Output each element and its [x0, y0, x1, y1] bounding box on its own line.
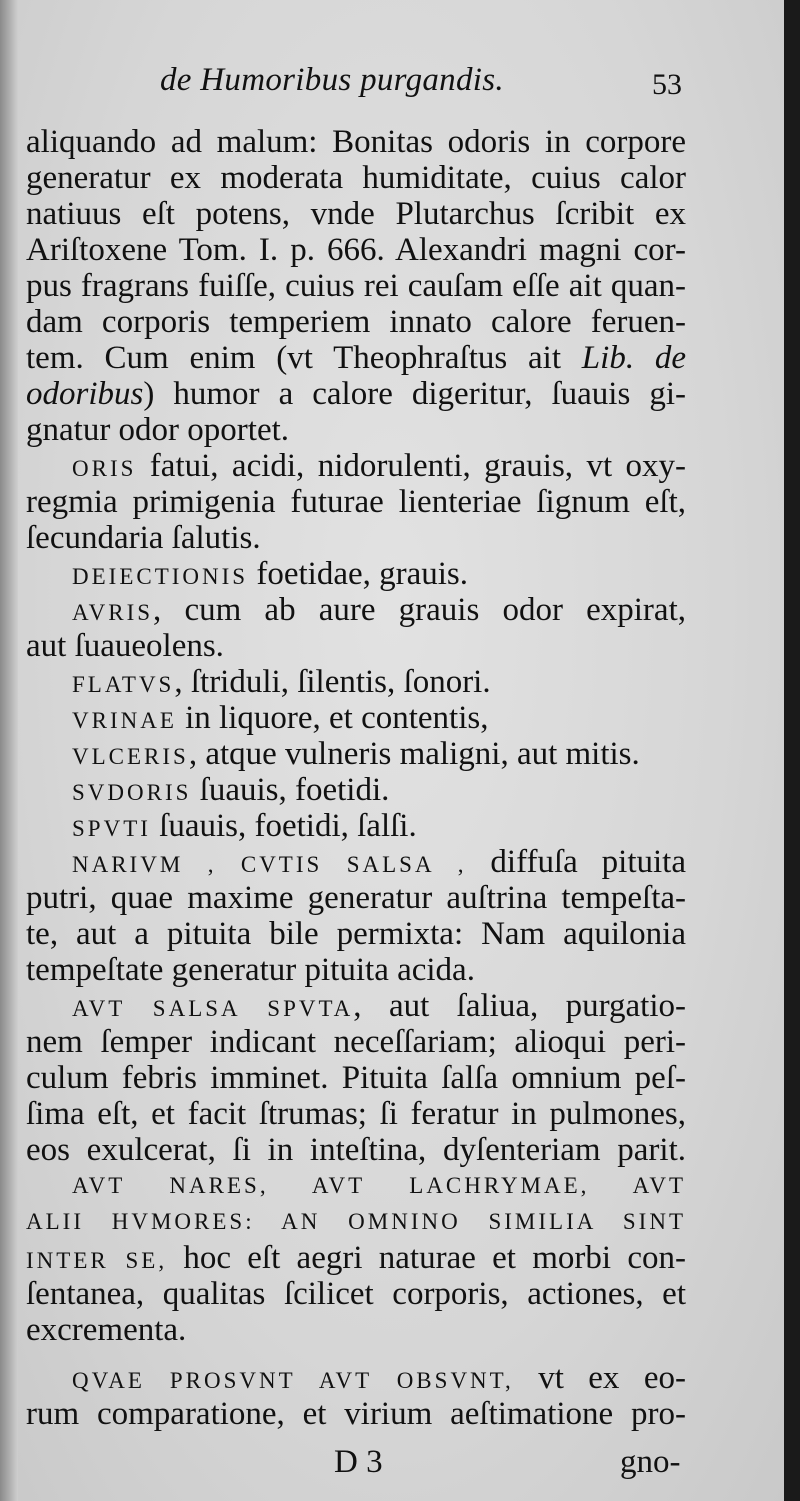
text-segment: ſuauis, foetidi. — [191, 772, 390, 808]
text-segment: diffuſa pituita — [466, 844, 686, 880]
page-footer — [0, 1444, 784, 1484]
text-line: ſima eſt, et facit ſtrumas; ſi feratur in pulmones, — [26, 1096, 686, 1132]
text-segment: , atque vulneris maligni, aut mitis. — [188, 736, 640, 772]
entry-aut-nares: AVT NARES, AVT LACHRYMAE, AVT — [72, 1173, 686, 1198]
text-segment: , ſtriduli, ſilentis, ſonori. — [174, 664, 491, 700]
text-segment: vt ex eo- — [513, 1360, 686, 1396]
entry-heading: NARIVM , CVTIS SALSA , — [72, 852, 467, 877]
entry-heading: ORIS — [72, 456, 137, 481]
text-line: culum febris imminet. Pituita ſalſa omnium peſ- — [26, 1060, 686, 1096]
entry-heading: AVRIS — [72, 600, 154, 625]
text-segment: fatui, acidi, nidorulenti, grauis, vt oxy- — [136, 448, 686, 484]
text-line: dam corporis temperiem innato calore feruen- — [26, 304, 686, 340]
entry-heading: SPVTI — [72, 816, 151, 841]
entry-heading: QVAE PROSVNT AVT OBSVNT, — [72, 1368, 514, 1393]
citation-italic: Lib. de — [581, 340, 687, 376]
entry-deiectionis — [26, 556, 686, 592]
citation-italic: odoribus — [26, 376, 144, 412]
entry-heading: AVT SALSA SPVTA — [72, 996, 354, 1021]
entry-narium — [26, 844, 686, 880]
entry-sputi — [26, 808, 686, 844]
entry-heading: DEIECTIONIS — [72, 564, 249, 589]
text-line: pus fragrans fuiſſe, cuius rei cauſam eſſe ait quan- — [26, 268, 686, 304]
text-segment: , aut ſaliua, purgatio- — [353, 988, 686, 1024]
entry-aut-salsa-sputa — [26, 988, 686, 1024]
entry-ulceris — [26, 736, 686, 772]
text-line: gnatur odor oportet. — [26, 412, 290, 448]
entry-heading: VRINAE — [72, 708, 177, 733]
text-line: natiuus eſt potens, vnde Plutarchus ſcribit ex — [26, 196, 686, 232]
text-line: ALII HVMORES: AN OMNINO SIMILIA SINT — [26, 1209, 686, 1234]
entry-heading: VLCERIS — [72, 744, 189, 769]
entry-sudoris — [26, 772, 686, 808]
page-gutter-shadow — [0, 0, 18, 1501]
entry-flatus — [26, 664, 686, 700]
entry-heading: INTER SE, — [26, 1248, 168, 1273]
text-line: te, aut a pituita bile permixta: Nam aquilonia — [26, 916, 686, 952]
text-line: nem ſemper indicant neceſſariam; alioqui peri- — [26, 1024, 686, 1060]
entry-heading: SVDORIS — [72, 780, 192, 805]
text-line: generatur ex moderata humiditate, cuius calor — [26, 160, 686, 196]
catchword: gno- — [620, 1444, 681, 1480]
text-line: rum comparatione, et virium aeſtimatione pro- — [26, 1396, 686, 1432]
text-segment: ſuauis, foetidi, ſalſi. — [150, 808, 417, 844]
entry-heading: FLATVS — [72, 672, 175, 697]
paragraph-gap — [26, 1348, 686, 1360]
text-segment: , cum ab aure grauis odor expirat, — [153, 592, 686, 628]
text-line: tempeſtate generatur pituita acida. — [26, 952, 475, 988]
text-line: aut ſuaueolens. — [26, 628, 224, 664]
text-segment: tem. Cum enim (vt Theophraſtus ait — [26, 340, 582, 376]
page-number: 53 — [652, 68, 682, 101]
text-line: excrementa. — [26, 1312, 187, 1348]
text-segment: ) humor a calore digeritur, ſuauis gi- — [143, 376, 686, 412]
text-line: eos exulcerat, ſi in inteſtina, dyſenteriam parit. — [26, 1132, 686, 1168]
signature-mark: D 3 — [334, 1444, 383, 1480]
text-line: putri, quae maxime generatur auſtrina tempeſta- — [26, 880, 686, 916]
text-line: regmia primigenia futurae lienteriae ſignum eſt, — [26, 484, 686, 520]
text-line — [26, 340, 686, 376]
entry-urinae — [26, 700, 686, 736]
text-line: aliquando ad malum: Bonitas odoris in corpore — [26, 124, 686, 160]
entry-auris — [26, 592, 686, 628]
text-line — [26, 376, 686, 412]
text-line: Ariſtoxene Tom. I. p. 666. Alexandri magni cor- — [26, 232, 686, 268]
page-header — [0, 62, 784, 112]
entry-oris — [26, 448, 686, 484]
body-text — [26, 124, 686, 1432]
running-title: de Humoribus purgandis. — [160, 62, 504, 98]
entry-quae-prosunt — [26, 1360, 686, 1396]
text-line: ſentanea, qualitas ſcilicet corporis, actiones, et — [26, 1276, 686, 1312]
text-line: ſecundaria ſalutis. — [26, 520, 261, 556]
text-segment: in liquore, et contentis, — [176, 700, 489, 736]
text-segment: foetidae, grauis. — [248, 556, 469, 592]
text-segment: hoc eſt aegri naturae et morbi con- — [167, 1240, 686, 1276]
text-line — [26, 1240, 686, 1276]
